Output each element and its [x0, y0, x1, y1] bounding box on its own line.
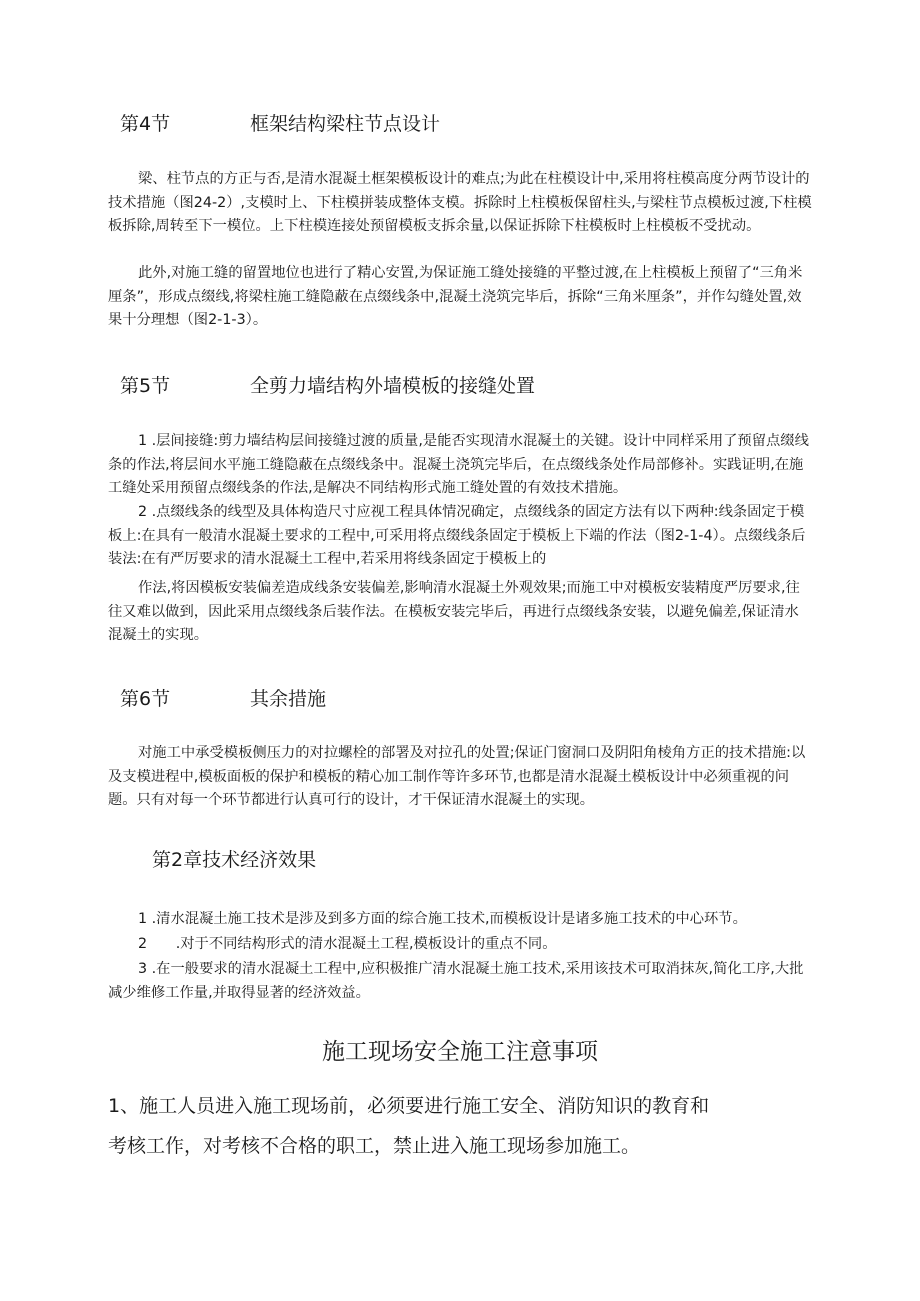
paragraph: 对施工中承受模板侧压力的对拉螺栓的部署及对拉孔的处置;保证门窗洞口及阴阳角棱角方正的技术措施:以及支模进程中,模板面板的保护和模板的精心加工制作等许多环节,也都是清水混凝土模板设计中必须重视的问题。只有对每一个环节都进行认真可行的设计，才干保证清水混凝土的实现。: [108, 745, 806, 809]
section-5-heading: [120, 373, 535, 399]
section-4-heading: [120, 111, 440, 137]
section-6-heading: [120, 686, 326, 712]
paragraph: 2 .点缀线条的线型及具体构造尺寸应视工程具体情况确定，点缀线条的固定方法有以下两种:线条固定于模板上:在具有一般清水混凝土要求的工程中,可采用将点缀线条固定于模板上下端的作法（图2-1-4）。点缀线条后装法:在有严厉要求的清水混凝土工程中,若采用将线条固定于模板上的: [108, 504, 806, 568]
paragraph: 作法,将因模板安装偏差造成线条安装偏差,影响清水混凝土外观效果;而施工中对模板安装精度严厉要求,往往又难以做到，因此采用点缀线条后装作法。在模板安装完毕后，再进行点缀线条安装，以避免偏差,保证清水混凝土的实现。: [108, 580, 800, 644]
section-number: 第6节: [120, 688, 171, 710]
paragraph: 此外,对施工缝的留置地位也进行了精心安置,为保证施工缝处接缝的平整过渡,在上柱模板上预留了“三角米厘条”，形成点缀线,将梁柱施工缝隐蔽在点缀线条中,混凝土浇筑完毕后，拆除“三角米厘条”，并作勾缝处置,效果十分理想（图2-1-3）。: [108, 265, 803, 329]
safety-item-line: 考核工作，对考核不合格的职工，禁止进入施工现场参加施工。: [108, 1135, 641, 1157]
section-title: 其余措施: [250, 688, 327, 710]
section-number: 第5节: [120, 375, 171, 397]
section-title: 框架结构梁柱节点设计: [250, 113, 441, 135]
list-item: 1 .清水混凝土施工技术是涉及到多方面的综合施工技术,而模板设计是诸多施工技术的中心环节。: [138, 911, 747, 927]
section-title: 全剪力墙结构外墙模板的接缝处置: [250, 375, 536, 397]
paragraph: 梁、柱节点的方正与否,是清水混凝土框架模板设计的难点;为此在柱模设计中,采用将柱模高度分两节设计的技术措施（图24-2）,支模时上、下柱模拼装成整体支模。拆除时上柱模板保留柱头,与梁柱节点模板过渡,下柱模板拆除,周转至下一模位。上下柱模连接处预留模板支拆余量,以保证拆除下柱模板时上柱模板不受扰动。: [108, 171, 812, 235]
chapter-heading: 第2章技术经济效果: [152, 849, 317, 871]
list-item: 2 .对于不同结构形式的清水混凝土工程,模板设计的重点不同。: [138, 936, 557, 952]
list-item: 3 .在一般要求的清水混凝土工程中,应积极推广清水混凝土施工技术,采用该技术可取消抹灰,简化工序,大批减少维修工作量,并取得显著的经济效益。: [108, 961, 804, 1001]
safety-item-line: 1、施工人员进入施工现场前，必须要进行施工安全、消防知识的教育和: [108, 1095, 710, 1117]
section-number: 第4节: [120, 113, 171, 135]
paragraph: 1 .层间接缝:剪力墙结构层间接缝过渡的质量,是能否实现清水混凝土的关键。设计中同样采用了预留点缀线条的作法,将层间水平施工缝隐蔽在点缀线条中。混凝土浇筑完毕后，在点缀线条处作局部修补。实践证明,在施工缝处采用预留点缀线条的作法,是解决不同结构形式施工缝处置的有效技术措施。: [108, 433, 809, 497]
document-title: 施工现场安全施工注意事项: [322, 1039, 598, 1065]
